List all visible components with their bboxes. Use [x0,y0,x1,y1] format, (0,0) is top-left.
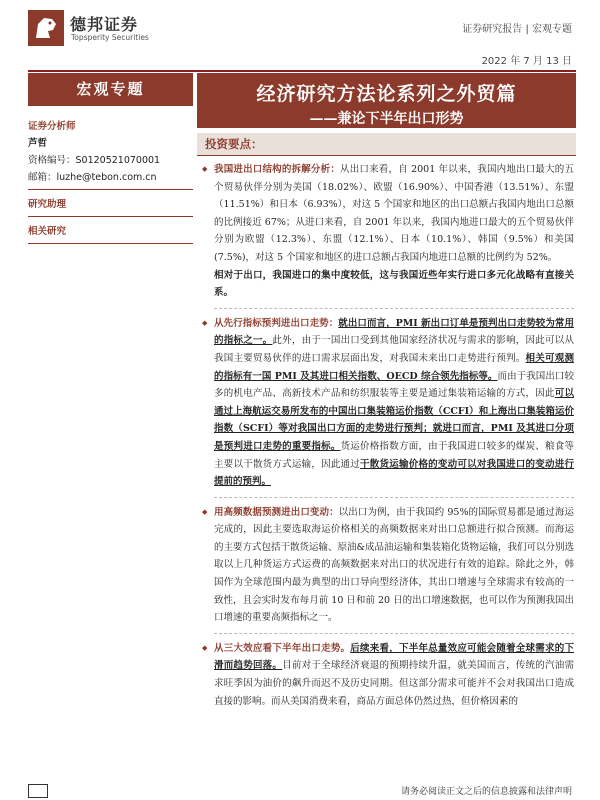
sidebar-divider [28,189,193,190]
analyst-cert: 资格编号：S0120521070001 [28,155,161,166]
bullet-leading-indicators: ◆ 从先行指标预判进出口走势：就出口而言，PMI 新出口订单是预判出口走势较为常用的指标之一。此外，由于一国出口受到其他国家经济状况与需求的影响，因此可以从我国主要贸易伙伴的进口需求层面出发，对我国未来出口走势进行预判。相关可观测的指标有一国 PMI 及其进口相关指数、OECD 综合领先指标等。而由于我国出口较多的机电产品、高新技术产品和纺织服装等主要是通过集装箱运输的方式，因此可以通过上海航运交易所发布的中国出口集装箱运价指数（CCFI）和上海出口集装箱运价指数（SCFI）等对我国出口方面的走势进行预判；就进口而言，PMI 及其进口分项是预判进口走势的重要指标。货运价格指数方面，由于我国进口较多的煤炭、粮食等主要以干散货方式运输，因此通过干散货运输价格的变动可以对我国进口的变动进行提前的预判。 [202,315,574,491]
header-divider [28,70,576,72]
report-type: 证券研究报告 | 宏观专题 [462,24,572,35]
bullet-high-frequency: ◆ 用高频数据预测进出口变动：以出口为例，由于我国约 95%的国际贸易都是通过海运完成的，因此主要选取海运价格相关的高频数据来对出口总额进行拟合预测。而海运的主要方式包括干散货运输、原油&成品油运输和集装箱化货物运输，我们可以分别选取以上几种货运方式运费的高频数据来对出口的状况进行有效的追踪。除此之外，韩国作为全球范围内最为典型的出口导向型经济体，其出口增速与全球需求有较高的一致性，且会实时发布每月前 10 日和前 20 日的出口增速数据，也可以作为预测我国出口增速的重要高频指标之一。 [202,504,574,627]
bullet-structure-note: 相对于出口，我国进口的集中度较低，这与我国近些年实行进口多元化战略有直接关系。 [214,269,574,299]
analyst-label: 证券分析师 [28,121,76,132]
page-subtitle: ——兼论下半年出口形势 [309,111,464,127]
page-title: 经济研究方法论系列之外贸篇 [256,83,517,105]
category-banner: 宏观专题 [28,73,193,106]
sidebar-divider [28,216,193,217]
footer-disclaimer: 请务必阅读正文之后的信息披露和法律声明 [400,787,572,797]
sidebar [28,118,193,250]
assistant-label: 研究助理 [28,199,67,210]
section-divider [214,308,574,309]
key-points-header [197,133,576,155]
section-divider [214,497,574,498]
key-points-body [202,161,574,710]
analyst-name: 芦哲 [28,138,48,149]
sidebar-divider [28,243,193,244]
page-footer [0,782,600,800]
company-name-en: Topsperity Securities [71,33,149,42]
bullet-structure: ◆ 我国进出口结构的拆解分析：从出口来看，自 2001 年以来，我国内地出口最大的五个贸易伙伴分别为美国（18.02%）、欧盟（16.90%）、中国香港（13.51%）、东盟（11.51%）和日本（6.93%），对这 5 个国家和地区的出口总额占我国内地出口总额的比例接近 67%；从进口来看，自 2001 年以来，我国内地进口最大的五个贸易伙伴分别为欧盟（12.3%）、东盟（12.1%）、日本（10.1%）、韩国（9.5%）和美国(7.5%)，对这 5 个国家和地区的进口总额占我国内地进口总额的比例约为 52%。 [202,161,574,267]
analyst-email[interactable]: 邮箱：luzhe@tebon.com.cn [28,172,157,183]
company-logo-icon [28,10,64,46]
related-research-label: 相关研究 [28,226,67,237]
qr-code-icon [28,784,48,798]
bullet-export-outlook: ◆ 从三大效应看下半年出口走势。后续来看，下半年总量效应可能会随着全球需求的下滑而趋势回落。目前对于全球经济衰退的预期持续升温，就美国而言，传统的汽油需求旺季因为油价的飙升而迟不及历史同期。但这部分需求可能并不会对我国出口造成直接的影响。而从美国消费来看，商品方面总体仍然过热，但价格因素的 [202,640,574,710]
section-divider [214,633,574,634]
page-header [0,0,600,50]
company-name-cn: 德邦证券 [70,15,139,34]
report-date: 2022 年 7 月 13 日 [481,56,572,67]
key-points-divider [197,155,576,156]
title-banner [197,73,576,128]
key-points-label: 投资要点： [205,137,263,151]
